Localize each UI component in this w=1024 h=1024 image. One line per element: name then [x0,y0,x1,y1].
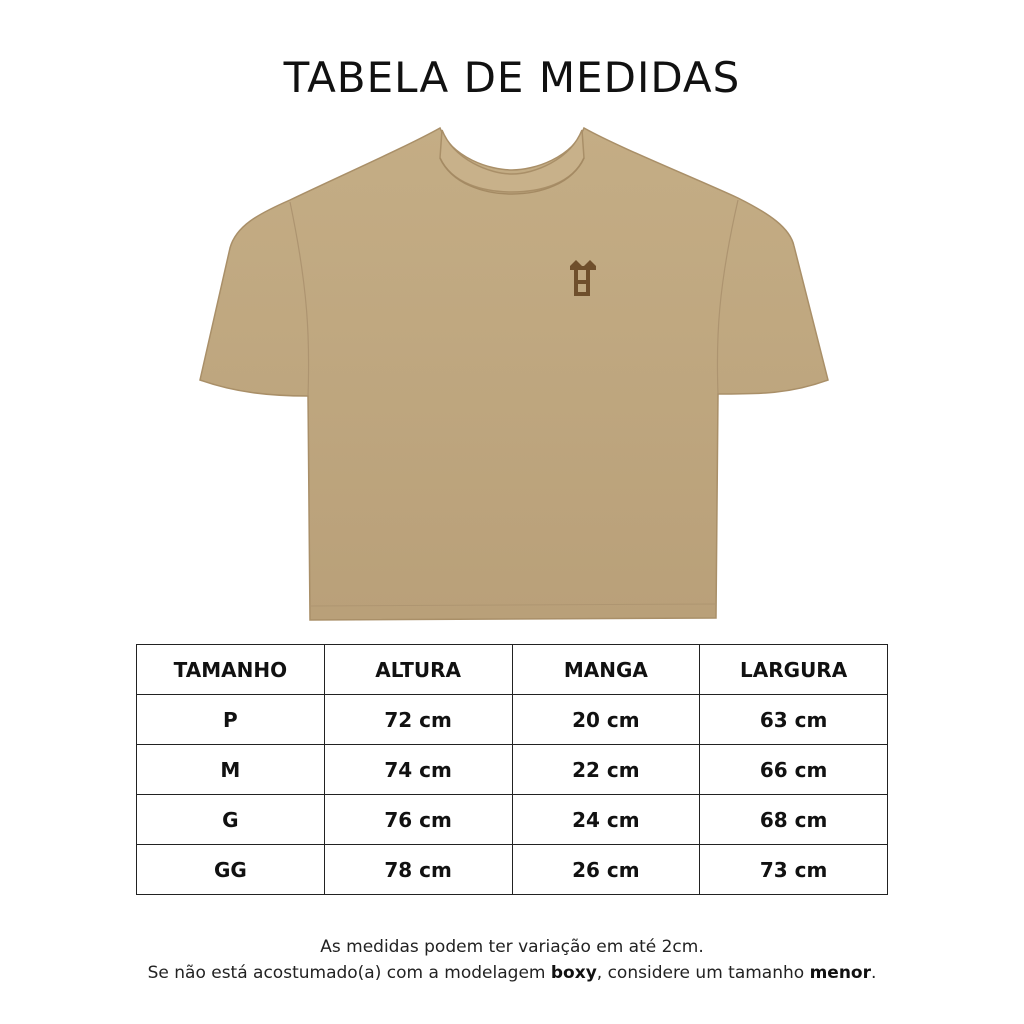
cell-altura: 76 cm [324,795,512,845]
page-title: TABELA DE MEDIDAS [283,53,741,102]
header-tamanho: TAMANHO [137,645,325,695]
header-altura: ALTURA [324,645,512,695]
cell-largura: 73 cm [700,845,888,895]
note-text: . [871,963,877,983]
header-largura: LARGURA [700,645,888,695]
boxy-fit-note [0,960,1024,986]
note-bold-menor: menor [809,963,871,983]
size-table [136,644,888,895]
cell-manga: 20 cm [512,695,700,745]
note-text: , considere um tamanho [596,963,810,983]
table-row [137,795,888,845]
tshirt-body [200,128,828,620]
table-row [137,695,888,745]
table-row [137,745,888,795]
cell-largura: 68 cm [700,795,888,845]
cell-altura: 72 cm [324,695,512,745]
cell-size: M [137,745,325,795]
cell-manga: 24 cm [512,795,700,845]
note-text: Se não está acostumado(a) com a modelagem [147,963,551,983]
tshirt-illustration [190,118,834,628]
cell-size: P [137,695,325,745]
note-bold-boxy: boxy [550,963,597,983]
table-header-row [137,645,888,695]
cell-largura: 66 cm [700,745,888,795]
table-row [137,845,888,895]
cell-manga: 26 cm [512,845,700,895]
tshirt-image [190,118,834,628]
cell-largura: 63 cm [700,695,888,745]
variation-note: As medidas podem ter variação em até 2cm. [320,937,704,957]
cell-manga: 22 cm [512,745,700,795]
cell-size: GG [137,845,325,895]
cell-altura: 78 cm [324,845,512,895]
header-manga: MANGA [512,645,700,695]
cell-size: G [137,795,325,845]
cell-altura: 74 cm [324,745,512,795]
